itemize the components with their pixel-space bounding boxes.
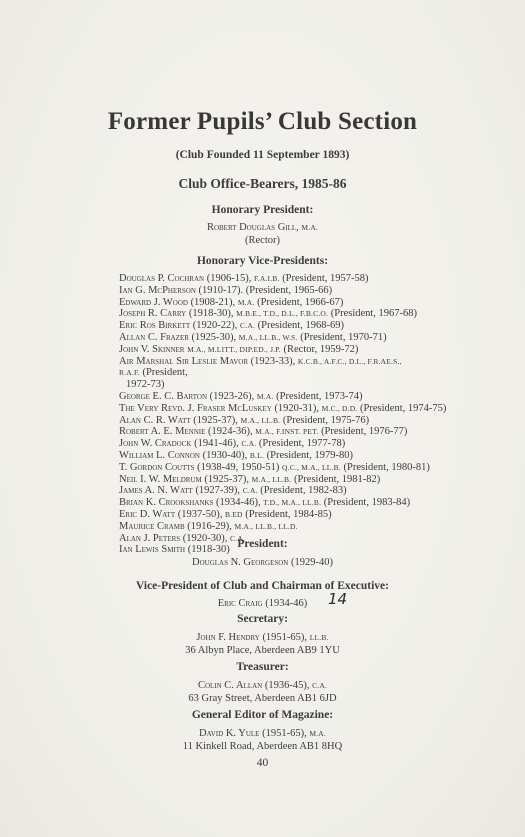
vice-president-entry (119, 438, 419, 450)
secretary-years: (1951-65), (262, 632, 308, 643)
vice-president-postnominals: C.A. (230, 533, 246, 543)
secretary-heading: Secretary: (237, 613, 288, 625)
page-number: 40 (256, 757, 269, 769)
club-vice-president-name: Eric Craig (217, 598, 263, 609)
vice-president-years: (1925-37), (193, 414, 238, 426)
vice-president-name: Air Marshal Sir Leslie Mavor (119, 355, 248, 367)
vice-president-name: John V. Skinner (119, 343, 185, 355)
honorary-president-heading: Honorary President: (211, 204, 314, 216)
vice-president-entry (119, 485, 419, 497)
vice-president-name: Douglas P. Cochran (119, 273, 205, 284)
vice-president-entry (119, 474, 419, 486)
vice-president-entry (119, 402, 447, 415)
vice-president-detail: (President, 1957-58) (282, 273, 369, 284)
secretary-postnominals: LL.B. (309, 633, 329, 642)
vice-president-name: Joseph R. Carry (119, 308, 187, 320)
vice-president-entry (119, 344, 419, 356)
vice-president-detail-continuation: 1972-73) (126, 379, 165, 391)
vice-president-years: (1934-46), (216, 497, 261, 509)
vice-president-name: Ian Lewis Smith (119, 544, 186, 556)
vice-president-years: (1930-40), (202, 449, 248, 461)
vice-president-entry (119, 415, 419, 427)
club-vice-president-block (0, 578, 525, 610)
vice-president-postnominals: B.ED (224, 509, 243, 519)
vice-president-name: Allan C. Frazer (119, 331, 189, 343)
vice-president-years: (1910-17). (198, 284, 244, 296)
vice-president-entry (119, 320, 419, 332)
vice-president-postnominals: M.A., LL.B., W.S. (238, 332, 298, 342)
vice-president-name: T. Gordon Coutts (119, 461, 195, 473)
vice-president-detail: (President, 1965-66) (245, 284, 333, 296)
vice-president-years: (1924-36), (208, 426, 253, 438)
vice-president-entry (119, 509, 419, 521)
vice-president-years: (1906-15), (206, 273, 252, 284)
vice-president-detail: (President, 1981-82) (293, 473, 381, 485)
vice-president-name: John W. Cradock (119, 438, 192, 450)
club-vice-president-heading: Vice-President of Club and Chairman of Executive: (136, 580, 389, 592)
vice-president-name: William L. Connon (119, 449, 200, 461)
vice-president-postnominals: M.A., F.INST. PET. (255, 427, 319, 437)
editor-block (0, 707, 525, 753)
editor-years: (1951-65), (262, 728, 307, 739)
honorary-president-name: Robert Douglas Gill, (206, 222, 299, 233)
vice-president-years: (1941-46), (194, 438, 239, 450)
honorary-president-name-line (0, 221, 525, 234)
vice-president-name: Edward J. Wood (119, 296, 188, 308)
editor-address: 11 Kinkell Road, Aberdeen AB1 8HQ (182, 741, 343, 752)
vice-president-name: Alan J. Peters (119, 532, 181, 544)
vice-president-entry (119, 308, 419, 320)
vice-president-postnominals: C.A. (240, 321, 256, 331)
treasurer-heading: Treasurer: (236, 661, 289, 673)
president-name-line (0, 556, 525, 569)
honorary-president-note: (Rector) (245, 235, 280, 246)
vice-presidents-list (119, 273, 447, 556)
vice-president-detail: (President, 1970-71) (300, 331, 387, 343)
vice-president-entry (119, 332, 419, 344)
vice-president-years: (1938-49, 1950-51) (197, 461, 280, 473)
office-bearers-heading: Club Office-Bearers, 1985-86 (178, 176, 347, 191)
vice-president-name: Eric D. Watt (119, 508, 176, 520)
honorary-president-block (0, 202, 525, 247)
vice-president-years: (1916-29), (187, 520, 232, 532)
vice-president-entry (119, 521, 419, 533)
vice-president-name: Ian G. McPherson (119, 284, 196, 296)
club-vice-president-name-line (0, 597, 525, 610)
vice-president-years: (1918-30) (187, 544, 230, 556)
vice-president-name: James A. N. Watt (119, 485, 193, 497)
vice-president-name: Maurice Cramb (119, 520, 185, 532)
vice-president-postnominals: M.A., LL.B., LL.D. (234, 521, 298, 531)
vice-president-entry (119, 297, 419, 309)
treasurer-postnominals: C.A. (312, 681, 328, 690)
vice-president-detail: (President, 1976-77) (321, 426, 408, 438)
president-block (0, 533, 525, 569)
vice-president-postnominals: T.D., M.A., LL.B. (263, 498, 322, 508)
editor-name: David K. Yule (199, 728, 260, 739)
vice-president-detail: (President, 1968-69) (257, 320, 344, 332)
treasurer-name: Colin C. Allan (197, 680, 263, 691)
vice-president-postnominals: C.A. (241, 439, 257, 449)
president-heading: President: (237, 538, 288, 550)
vice-president-entry (119, 497, 419, 509)
vice-president-name: Brian K. Crookshanks (119, 497, 214, 509)
vice-presidents-heading: Honorary Vice-Presidents: (196, 255, 329, 267)
vice-president-postnominals: M.A., LL.B. (240, 415, 281, 425)
vice-president-detail: (President, 1966-67) (257, 296, 344, 308)
treasurer-name-line (0, 679, 525, 692)
editor-name-line (0, 727, 525, 740)
vice-president-postnominals: M.C., D.D. (321, 403, 358, 413)
vice-president-entry (119, 426, 419, 438)
president-name: Douglas N. Georgeson (192, 557, 289, 568)
vice-president-name: The Very Revd. J. Fraser McLuskey (119, 402, 272, 414)
president-years: (1929-40) (290, 557, 333, 568)
vice-president-years: (1923-33), (250, 355, 296, 367)
vice-president-postnominals: F.A.I.B. (253, 274, 280, 283)
vice-president-detail: (Rector, 1959-72) (283, 343, 359, 355)
vice-president-postnominals: M.B.E., T.D., D.L., F.B.C.O. (236, 309, 329, 319)
vice-president-detail: (President, 1975-76) (282, 414, 370, 426)
vice-president-detail: (President, 1973-74) (276, 390, 363, 402)
vice-president-entry (119, 285, 419, 297)
secretary-address: 36 Albyn Place, Aberdeen AB9 1YU (185, 645, 340, 656)
vice-president-years: (1925-30), (191, 331, 237, 343)
vice-president-detail: (President, 1977-78) (258, 438, 346, 450)
vice-president-years: (1908-21), (190, 296, 236, 308)
secretary-block (0, 611, 525, 657)
vice-president-entry (119, 450, 419, 462)
vice-president-entry (119, 273, 419, 285)
vice-president-years: (1918-30), (188, 308, 234, 320)
vice-president-name: Robert A. E. Mennie (119, 426, 206, 438)
vice-president-entry (119, 356, 419, 391)
vice-president-postnominals: B.L. (249, 450, 264, 460)
club-vice-president-years: (1934-46) (265, 598, 308, 609)
vice-president-years: (1925-37), (204, 473, 249, 485)
vice-president-years: (1920-31), (274, 402, 320, 414)
vice-president-postnominals: M.A., LL.B. (251, 474, 292, 484)
vice-president-detail: (President, 1967-68) (330, 308, 418, 320)
club-founded-subtitle: (Club Founded 11 September 1893) (175, 149, 350, 161)
vice-president-detail: (President, (142, 367, 188, 379)
secretary-name-line (0, 631, 525, 644)
vice-president-detail: (President, 1974-75) (360, 402, 447, 414)
vice-president-years: (1927-39), (195, 485, 241, 497)
secretary-name: John F. Hendry (196, 632, 260, 643)
vice-president-detail: (President, 1983-84) (323, 497, 411, 509)
vice-president-postnominals: K.C.B., A.F.C., D.L., F.R.AE.S., R.A.F. (119, 356, 402, 378)
vice-president-detail: (President, 1979-80) (266, 449, 353, 461)
vice-presidents-heading-block (0, 253, 525, 269)
vice-president-postnominals: C.A. (242, 486, 258, 496)
honorary-president-postnominals: M.A. (301, 223, 319, 232)
handwritten-annotation: 14 (328, 590, 348, 608)
vice-president-postnominals: M.A. (256, 391, 274, 401)
vice-president-entry (119, 391, 419, 403)
treasurer-block (0, 659, 525, 705)
vice-president-name: Eric Ros Birkett (119, 320, 191, 332)
vice-president-detail: (President, 1984-85) (245, 508, 332, 520)
page-title: Former Pupils’ Club Section (107, 108, 418, 135)
vice-president-name: Alan C. R. Watt (119, 414, 191, 426)
vice-president-years: (1920-22), (192, 320, 238, 332)
vice-president-name: George E. C. Barton (119, 390, 208, 402)
vice-president-postnominals: M.A. (237, 297, 255, 307)
vice-president-years: (1923-26), (209, 390, 255, 402)
vice-president-years: (1937-50), (177, 508, 223, 520)
editor-postnominals: M.A. (309, 729, 326, 738)
vice-president-detail: (President, 1980-81) (343, 461, 430, 473)
vice-president-detail: (President, 1982-83) (260, 485, 347, 497)
vice-president-name: Neil I. W. Meldrum (119, 473, 202, 485)
treasurer-years: (1936-45), (264, 680, 310, 691)
vice-president-years: (1920-30), (182, 532, 228, 544)
vice-president-postnominals: M.A., M.LITT., DIP.ED., J.P. (187, 344, 281, 354)
vice-president-postnominals: Q.C., M.A., LL.B. (282, 462, 341, 472)
treasurer-address: 63 Gray Street, Aberdeen AB1 6JD (188, 693, 337, 704)
editor-heading: General Editor of Magazine: (191, 709, 334, 721)
vice-president-entry (119, 461, 430, 474)
